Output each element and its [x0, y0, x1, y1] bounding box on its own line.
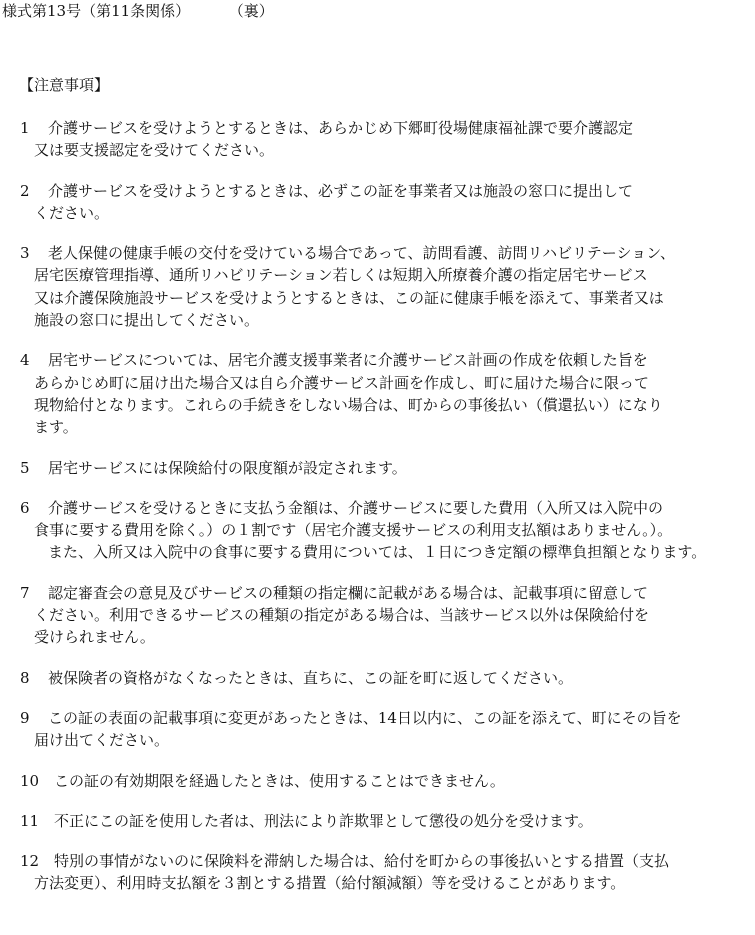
note-first-line — [0, 667, 755, 689]
note-continuation-line — [0, 394, 755, 416]
note-first-line — [0, 810, 755, 832]
note-text: 食事に要する費用を除く。）の１割です（居宅介護支援サービスの利用支払額はありません。）。 — [34, 521, 673, 540]
note-continuation-line — [0, 309, 755, 331]
note-continuation-line — [0, 604, 755, 626]
note-text: 特別の事情がないのに保険料を滞納した場合は、給付を町からの事後払いとする措置（支払 — [54, 852, 670, 871]
note-text: 老人保健の健康手帳の交付を受けている場合であって、訪問看護、訪問リハビリテーション、 — [48, 244, 676, 263]
note-text: 介護サービスを受けようとするときは、必ずこの証を事業者又は施設の窓口に提出して — [48, 181, 634, 200]
note-item — [0, 770, 755, 792]
note-text: 被保険者の資格がなくなったときは、直ちに、この証を町に返してください。 — [48, 668, 574, 687]
note-text: あらかじめ町に届け出た場合又は自ら介護サービス計画を作成し、町に届けた場合に限って — [34, 373, 650, 392]
note-number: 9 — [20, 708, 30, 727]
note-number: 2 — [20, 181, 30, 200]
note-number: 12 — [20, 852, 40, 871]
note-text: 施設の窓口に提出してください。 — [34, 311, 260, 330]
note-number: 5 — [20, 458, 30, 477]
note-text: この証の表面の記載事項に変更があったときは、14日以内に、この証を添えて、町にその旨を — [48, 708, 682, 727]
form-id: 様式第13号（第11条関係） — [2, 2, 191, 20]
note-text: 方法変更）、利用時支払額を３割とする措置（給付額減額）等を受けることがあります。 — [34, 874, 626, 893]
note-item — [0, 349, 755, 438]
note-continuation-line — [0, 416, 755, 438]
note-item — [0, 117, 755, 162]
note-continuation-line — [0, 729, 755, 751]
note-text: 又は要支援認定を受けてください。 — [34, 141, 275, 160]
note-first-line — [0, 349, 755, 371]
form-header — [2, 2, 274, 20]
note-continuation-line — [0, 372, 755, 394]
note-first-line — [0, 242, 755, 264]
note-text: 居宅サービスについては、居宅介護支援事業者に介護サービス計画の作成を依頼した旨を — [48, 351, 648, 370]
note-item — [0, 180, 755, 225]
section-title: 【注意事項】 — [19, 76, 110, 94]
note-number: 3 — [20, 244, 30, 263]
note-first-line — [0, 582, 755, 604]
note-continuation-line — [0, 626, 755, 648]
note-text: 居宅サービスには保険給付の限度額が設定されます。 — [48, 458, 407, 477]
note-continuation-line — [0, 202, 755, 224]
note-text: 又は介護保険施設サービスを受けようとするときは、この証に健康手帳を添えて、事業者又は — [34, 288, 664, 307]
note-item — [0, 457, 755, 479]
note-first-line — [0, 497, 755, 519]
side-label: （裏） — [236, 2, 274, 20]
note-text: 介護サービスを受けるときに支払う金額は、介護サービスに要した費用（入所又は入院中の — [48, 498, 664, 517]
note-continuation-line — [0, 872, 755, 894]
note-item — [0, 850, 755, 895]
note-item — [0, 707, 755, 752]
note-continuation-line — [0, 287, 755, 309]
note-item — [0, 497, 755, 564]
notes-list — [0, 117, 755, 913]
note-continuation-line — [0, 264, 755, 286]
note-number: 4 — [20, 351, 30, 370]
note-number: 7 — [20, 583, 30, 602]
note-text: 受けられません。 — [34, 628, 155, 647]
note-item — [0, 582, 755, 649]
note-number: 10 — [20, 771, 40, 790]
note-first-line — [0, 770, 755, 792]
note-text: 認定審査会の意見及びサービスの種類の指定欄に記載がある場合は、記載事項に留意して — [48, 583, 649, 602]
note-first-line — [0, 117, 755, 139]
note-text: この証の有効期限を経過したときは、使用することはできません。 — [54, 771, 505, 790]
note-number: 1 — [20, 119, 30, 137]
note-text: また、入所又は入院中の食事に要する費用については、１日につき定額の標準負担額となります。 — [48, 543, 707, 562]
note-text: ください。利用できるサービスの種類の指定がある場合は、当該サービス以外は保険給付を — [34, 606, 650, 625]
note-item — [0, 810, 755, 832]
note-item — [0, 242, 755, 331]
note-continuation-line — [0, 541, 755, 563]
note-number: 6 — [20, 498, 30, 517]
note-continuation-line — [0, 519, 755, 541]
note-first-line — [0, 850, 755, 872]
note-number: 11 — [20, 811, 40, 830]
note-text: 介護サービスを受けようとするときは、あらかじめ下郷町役場健康福祉課で要介護認定 — [48, 119, 634, 137]
note-text: ください。 — [34, 203, 110, 222]
note-number: 8 — [20, 668, 30, 687]
note-text: 居宅医療管理指導、通所リハビリテーション若しくは短期入所療養介護の指定居宅サービス — [34, 266, 648, 285]
note-text: 現物給付となります。これらの手続きをしない場合は、町からの事後払い（償還払い）になり — [34, 395, 663, 414]
note-text: ます。 — [34, 418, 78, 437]
note-first-line — [0, 180, 755, 202]
note-first-line — [0, 707, 755, 729]
note-text: 届け出てください。 — [34, 731, 170, 750]
note-item — [0, 667, 755, 689]
note-text: 不正にこの証を使用した者は、刑法により詐欺罪として懲役の処分を受けます。 — [54, 811, 593, 830]
note-first-line — [0, 457, 755, 479]
note-continuation-line — [0, 139, 755, 161]
